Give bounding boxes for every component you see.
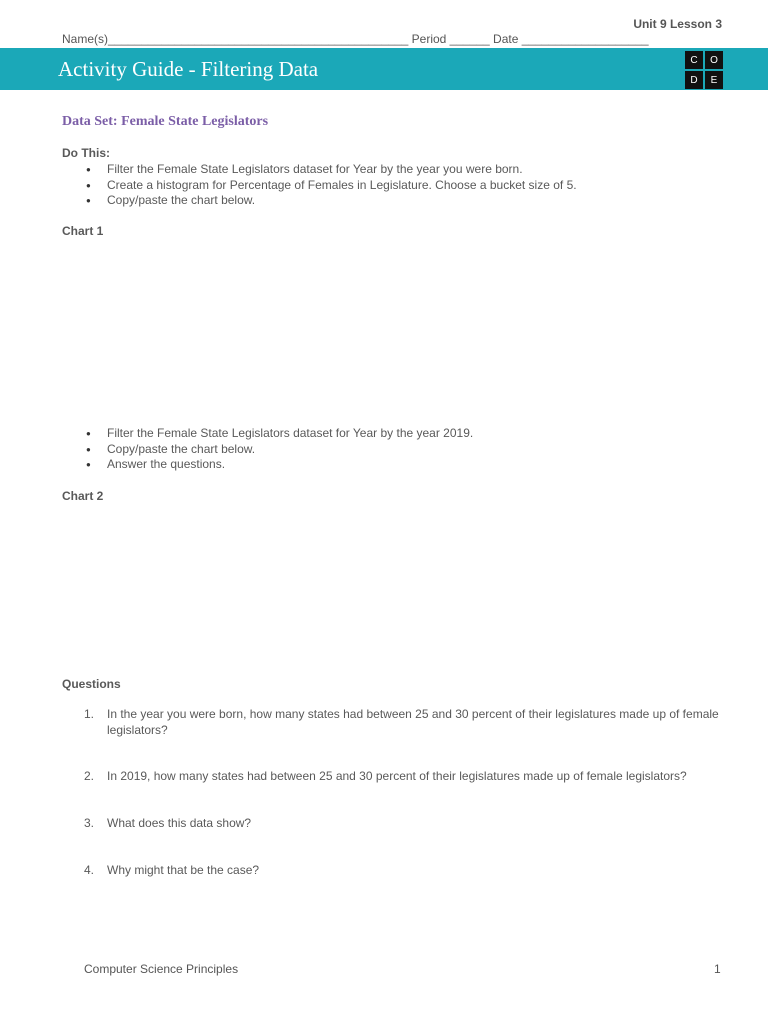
question-text: In 2019, how many states had between 25 and 30 percent of their legislatures made up of female legislators? xyxy=(107,769,687,783)
footer-page-number: 1 xyxy=(714,962,721,976)
question-number: 1. xyxy=(84,707,95,721)
second-steps-list xyxy=(62,426,722,473)
questions-heading: Questions xyxy=(62,677,121,691)
questions-list xyxy=(62,707,722,887)
do-this-heading: Do This: xyxy=(62,146,110,160)
list-item-text: Create a histogram for Percentage of Females in Legislature. Choose a bucket size of 5. xyxy=(107,177,577,192)
unit-lesson-label: Unit 9 Lesson 3 xyxy=(633,17,722,31)
dataset-title: Data Set: Female State Legislators xyxy=(62,114,269,129)
list-item: ● Filter the Female State Legislators dataset for Year by the year 2019. xyxy=(86,426,474,440)
list-item-text: Filter the Female State Legislators dataset for Year by the year 2019. xyxy=(107,426,474,440)
list-item: ● Copy/paste the chart below. xyxy=(86,193,256,207)
list-item: ● Filter the Female State Legislators dataset for Year by the year you were born. xyxy=(86,162,523,176)
logo-letter: C xyxy=(685,51,703,69)
question-number: 2. xyxy=(84,769,95,783)
footer-course: Computer Science Principles xyxy=(84,962,239,976)
logo-letter: E xyxy=(705,71,723,89)
list-item-text: Answer the questions. xyxy=(107,457,226,471)
chart1-placeholder[interactable] xyxy=(62,245,722,415)
do-this-list xyxy=(62,162,722,209)
name-period-date-line: Name(s)_____________________________________________ Period ______ Date ___________________ xyxy=(62,32,649,46)
list-item-text: Filter the Female State Legislators dataset for Year by the year you were born. xyxy=(107,162,523,176)
list-item-text: Copy/paste the chart below. xyxy=(107,193,256,207)
chart2-placeholder[interactable] xyxy=(62,510,722,670)
list-item: ● Copy/paste the chart below. xyxy=(86,441,256,456)
list-item-text: Copy/paste the chart below. xyxy=(107,441,256,456)
chart2-label: Chart 2 xyxy=(62,489,104,503)
page-title: Activity Guide - Filtering Data xyxy=(58,57,319,81)
code-logo xyxy=(685,51,723,89)
list-item: ● Answer the questions. xyxy=(86,457,226,471)
chart1-label: Chart 1 xyxy=(62,224,104,238)
logo-letter: D xyxy=(685,71,703,89)
question-text: Why might that be the case? xyxy=(107,863,260,877)
logo-letter: O xyxy=(705,51,723,69)
question-number: 3. xyxy=(84,816,95,830)
question-number: 4. xyxy=(84,863,95,877)
question-text: What does this data show? xyxy=(107,816,252,830)
list-item: ● Create a histogram for Percentage of Females in Legislature. Choose a bucket size of 5. xyxy=(86,177,577,192)
question-text: In the year you were born, how many states had between 25 and 30 percent of their legislatures made up of female legislators? xyxy=(107,707,719,737)
